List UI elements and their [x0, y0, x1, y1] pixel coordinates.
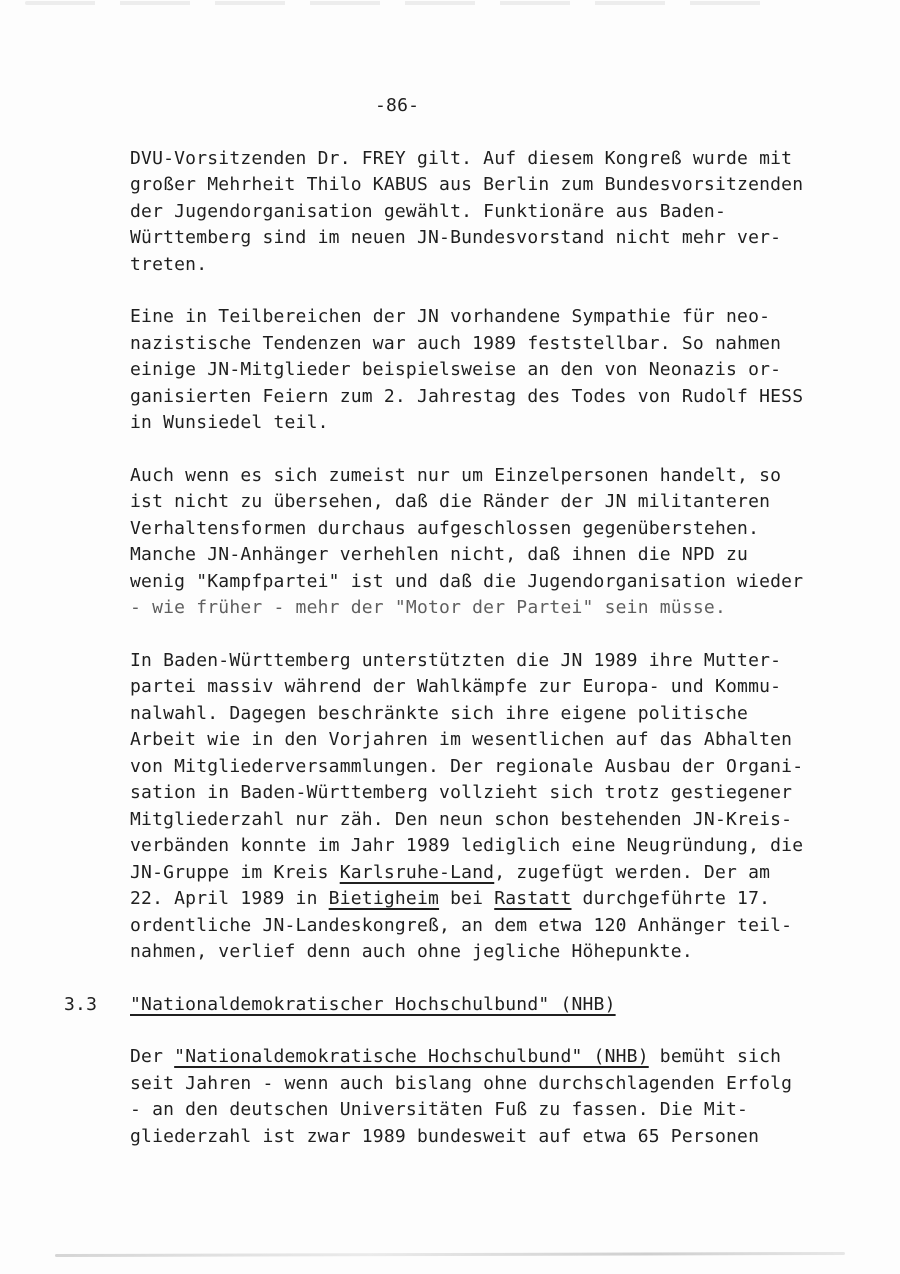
- text-line: [130, 648, 900, 675]
- text-line: [130, 913, 900, 940]
- text-run: nalwahl. Dagegen beschränkte sich ihre eigene politische: [130, 702, 749, 724]
- text-run: großer Mehrheit Thilo KABUS aus Berlin zum Bundesvorsitzenden: [130, 174, 804, 195]
- text-line: [130, 199, 900, 226]
- underlined-text: "Nationaldemokratische Hochschulbund" (NHB): [174, 1046, 649, 1067]
- text-line: [130, 595, 900, 622]
- text-line: [130, 886, 900, 913]
- text-line: [130, 1071, 900, 1098]
- paragraph: [130, 648, 900, 966]
- text-line: [130, 1044, 900, 1071]
- text-line: [130, 754, 900, 781]
- paragraph: [130, 1044, 900, 1150]
- text-line: [130, 992, 900, 1019]
- text-line: [130, 384, 900, 411]
- text-line: [130, 225, 900, 252]
- text-run: Der: [130, 1046, 175, 1067]
- text-run: Eine in Teilbereichen der JN vorhandene Sympathie für neo-: [130, 306, 771, 327]
- text-line: [130, 542, 900, 569]
- text-run: partei massiv während der Wahlkämpfe zur Europa- und Kommu-: [130, 676, 782, 697]
- text-run: gliederzahl ist zwar 1989 bundesweit auf etwa 65 Personen: [130, 1125, 760, 1147]
- paragraph: [130, 304, 900, 437]
- text-run: DVU-Vorsitzenden Dr. FREY gilt. Auf diesem Kongreß wurde mit: [130, 147, 793, 169]
- page-number: -86-: [375, 95, 420, 116]
- text-run: treten.: [130, 253, 208, 275]
- underlined-text: Rastatt: [494, 888, 572, 909]
- text-line: [130, 463, 900, 490]
- text-run: verbänden konnte im Jahr 1989 lediglich eine Neugründung, die: [130, 835, 804, 856]
- text-line: [130, 1124, 900, 1151]
- text-run: Württemberg sind im neuen JN-Bundesvorstand nicht mehr ver-: [130, 227, 782, 248]
- text-line: [130, 489, 900, 516]
- paragraph: [130, 146, 900, 279]
- text-run: wenig "Kampfpartei" ist und daß die Jugendorganisation wieder: [130, 570, 804, 592]
- scan-artifact-bottom: [55, 1252, 845, 1257]
- text-run: in Wunsiedel teil.: [130, 412, 329, 433]
- text-run: ordentliche JN-Landeskongreß, an dem etwa 120 Anhänger teil-: [130, 914, 793, 936]
- text-run: nazistische Tendenzen war auch 1989 feststellbar. So nahmen: [130, 332, 782, 354]
- text-run: Mitgliederzahl nur zäh. Den neun schon bestehenden JN-Kreis-: [130, 808, 793, 830]
- text-line: [130, 780, 900, 807]
- underlined-text: "Nationaldemokratischer Hochschulbund" (NHB): [130, 993, 616, 1015]
- text-run: bei: [439, 888, 495, 909]
- underlined-text: Karlsruhe-Land: [339, 861, 495, 883]
- text-line: [130, 357, 900, 384]
- text-run: nahmen, verlief denn auch ohne jegliche Höhepunkte.: [130, 941, 693, 962]
- text-run: Auch wenn es sich zumeist nur um Einzelpersonen handelt, so: [130, 464, 782, 486]
- text-line: [130, 172, 900, 199]
- text-run: - wie früher - mehr der "Motor der Partei" sein müsse.: [130, 597, 726, 618]
- text-run: Verhaltensformen durchaus aufgeschlossen gegenüberstehen.: [130, 517, 760, 539]
- text-line: [130, 674, 900, 701]
- text-line: [130, 146, 900, 173]
- text-run: seit Jahren - wenn auch bislang ohne durchschlagenden Erfolg: [130, 1072, 793, 1094]
- text-line: [130, 807, 900, 834]
- text-run: der Jugendorganisation gewählt. Funktionäre aus Baden-: [130, 200, 726, 222]
- text-line: [130, 331, 900, 358]
- text-run: einige JN-Mitglieder beispielsweise an den von Neonazis or-: [130, 359, 782, 380]
- text-line: [130, 833, 900, 860]
- text-run: - an den deutschen Universitäten Fuß zu fassen. Die Mit-: [130, 1099, 749, 1120]
- text-run: ganisierten Feiern zum 2. Jahrestag des Todes von Rudolf HESS: [130, 385, 804, 407]
- text-line: [130, 410, 900, 437]
- text-run: sation in Baden-Württemberg vollzieht sich trotz gestiegener: [130, 782, 793, 803]
- text-run: Manche JN-Anhänger verhehlen nicht, daß ihnen die NPD zu: [130, 544, 749, 565]
- text-line: [130, 939, 900, 966]
- text-run: Arbeit wie in den Vorjahren im wesentlichen auf das Abhalten: [130, 729, 793, 750]
- text-line: [130, 252, 900, 279]
- text-line: [130, 860, 900, 887]
- text-run: von Mitgliederversammlungen. Der regionale Ausbau der Organi-: [130, 755, 804, 777]
- text-line: [130, 569, 900, 596]
- text-line: [130, 701, 900, 728]
- text-line: [130, 1097, 900, 1124]
- section-heading: [64, 992, 900, 1019]
- text-line: [130, 516, 900, 543]
- text-run: bemüht sich: [648, 1046, 782, 1067]
- text-line: [130, 304, 900, 331]
- text-run: durchgeführte 17.: [571, 888, 771, 909]
- text-run: In Baden-Württemberg unterstützten die JN 1989 ihre Mutter-: [130, 649, 782, 671]
- text-run: JN-Gruppe im Kreis: [130, 861, 340, 883]
- text-run: 22. April 1989 in: [130, 888, 329, 909]
- section-number: 3.3: [64, 993, 98, 1015]
- text-line: [130, 727, 900, 754]
- scan-artifact-top: [25, 1, 775, 5]
- underlined-text: Bietigheim: [328, 888, 440, 909]
- text-run: , zugefügt werden. Der am: [494, 861, 771, 883]
- text-run: ist nicht zu übersehen, daß die Ränder der JN militanteren: [130, 491, 771, 512]
- paragraph: [130, 463, 900, 622]
- document-body: [64, 146, 900, 1151]
